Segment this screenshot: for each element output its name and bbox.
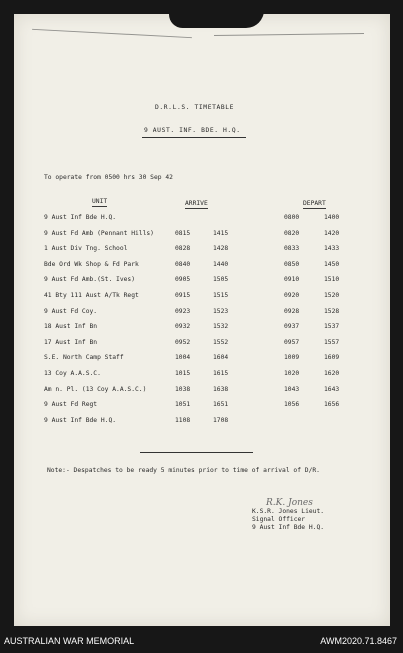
- cell-depart-am: 0920: [284, 292, 300, 299]
- cell-unit: 9 Aust Inf Bde H.Q.: [44, 214, 117, 221]
- column-header-depart: DEPART: [303, 201, 326, 209]
- document-page: [14, 14, 390, 626]
- cell-depart-pm: 1656: [324, 401, 340, 409]
- cell-depart-pm: 1557: [324, 338, 340, 346]
- cell-depart-pm: 1510: [324, 276, 340, 284]
- cell-arrive-am: 1108: [175, 416, 191, 424]
- cell-unit: 9 Aust Fd Amb (Pennant Hills): [44, 229, 154, 237]
- cell-arrive-am: 0923: [175, 307, 191, 315]
- cell-depart-pm: 1400: [324, 214, 340, 221]
- cell-depart-am: 0800: [284, 214, 300, 221]
- document-title: D.R.L.S. TIMETABLE: [155, 104, 235, 111]
- footer-accession-number: AWM2020.71.8467: [320, 636, 397, 646]
- cell-depart-pm: 1609: [324, 354, 340, 362]
- cell-arrive-am: 0952: [175, 338, 191, 346]
- handwritten-signature: R.K. Jones: [266, 498, 313, 508]
- cell-depart-am: 1043: [284, 385, 300, 393]
- cell-arrive-am: 0915: [175, 292, 191, 299]
- cell-unit: 17 Aust Inf Bn: [44, 338, 98, 346]
- cell-arrive-am: 0905: [175, 276, 191, 284]
- cell-depart-am: 0850: [284, 260, 300, 268]
- cell-depart-am: 0833: [284, 245, 300, 253]
- cell-depart-am: 0957: [284, 338, 300, 346]
- cell-arrive-am: 0840: [175, 260, 191, 268]
- cell-depart-am: 1009: [284, 354, 300, 362]
- cell-arrive-am: 1015: [175, 370, 191, 377]
- cell-depart-pm: 1420: [324, 229, 340, 237]
- paper-scuff: [32, 29, 192, 38]
- cell-unit: 9 Aust Fd Coy.: [44, 307, 98, 315]
- subtitle-underline: [142, 137, 246, 138]
- cell-unit: S.E. North Camp Staff: [44, 354, 124, 362]
- cell-arrive-pm: 1708: [213, 416, 229, 424]
- cell-arrive-pm: 1651: [213, 401, 229, 409]
- cell-arrive-pm: 1440: [213, 260, 229, 268]
- cell-arrive-am: 1038: [175, 385, 191, 393]
- cell-unit: 9 Aust Inf Bde H.Q.: [44, 416, 117, 424]
- cell-unit: 1 Aust Div Tng. School: [44, 245, 128, 253]
- cell-arrive-am: 0932: [175, 323, 191, 331]
- cell-arrive-pm: 1604: [213, 354, 229, 362]
- cell-depart-am: 1056: [284, 401, 300, 409]
- cell-arrive-am: 1051: [175, 401, 191, 409]
- cell-depart-pm: 1520: [324, 292, 340, 299]
- cell-arrive-am: 1004: [175, 354, 191, 362]
- document-subtitle: 9 AUST. INF. BDE. H.Q.: [144, 127, 241, 134]
- separator-rule: [140, 452, 253, 453]
- cell-arrive-pm: 1552: [213, 338, 229, 346]
- footer-credit: AUSTRALIAN WAR MEMORIAL: [4, 636, 135, 646]
- cell-unit: 13 Coy A.A.S.C.: [44, 370, 101, 377]
- cell-depart-pm: 1537: [324, 323, 340, 331]
- note-text: Note:- Despatches to be ready 5 minutes prior to time of arrival of D/R.: [47, 467, 320, 474]
- cell-arrive-pm: 1428: [213, 245, 229, 253]
- cell-depart-am: 0820: [284, 229, 300, 237]
- column-header-unit: UNIT: [92, 199, 107, 207]
- cell-depart-pm: 1528: [324, 307, 340, 315]
- paper-scuff: [214, 33, 364, 36]
- cell-unit: 9 Aust Fd Amb.(St. Ives): [44, 276, 135, 284]
- cell-unit: 41 Bty 111 Aust A/Tk Regt: [44, 292, 139, 299]
- cell-arrive-pm: 1415: [213, 229, 229, 237]
- operate-line: To operate from 0500 hrs 30 Sep 42: [44, 174, 173, 181]
- cell-arrive-am: 0828: [175, 245, 191, 253]
- cell-depart-pm: 1450: [324, 260, 340, 268]
- signature-name: K.S.R. Jones Lieut.: [252, 508, 325, 515]
- cell-arrive-pm: 1532: [213, 323, 229, 331]
- cell-depart-pm: 1433: [324, 245, 340, 253]
- cell-unit: Bde Ord Wk Shop & Fd Park: [44, 260, 139, 268]
- cell-depart-am: 0910: [284, 276, 300, 284]
- cell-depart-pm: 1643: [324, 385, 340, 393]
- signature-role: Signal Officer: [252, 516, 306, 523]
- cell-unit: 9 Aust Fd Regt: [44, 401, 98, 409]
- cell-arrive-pm: 1638: [213, 385, 229, 393]
- cell-depart-am: 0937: [284, 323, 300, 331]
- cell-depart-am: 1020: [284, 370, 300, 377]
- cell-arrive-pm: 1505: [213, 276, 229, 284]
- cell-arrive-pm: 1515: [213, 292, 229, 299]
- cell-depart-pm: 1620: [324, 370, 340, 377]
- paper-tear: [169, 14, 264, 28]
- signature-unit: 9 Aust Inf Bde H.Q.: [252, 524, 325, 531]
- cell-unit: 18 Aust Inf Bn: [44, 323, 98, 331]
- cell-arrive-pm: 1615: [213, 370, 229, 377]
- column-header-arrive: ARRIVE: [185, 201, 208, 209]
- cell-arrive-pm: 1523: [213, 307, 229, 315]
- cell-arrive-am: 0815: [175, 229, 191, 237]
- cell-unit: Am n. Pl. (13 Coy A.A.S.C.): [44, 385, 147, 393]
- cell-depart-am: 0928: [284, 307, 300, 315]
